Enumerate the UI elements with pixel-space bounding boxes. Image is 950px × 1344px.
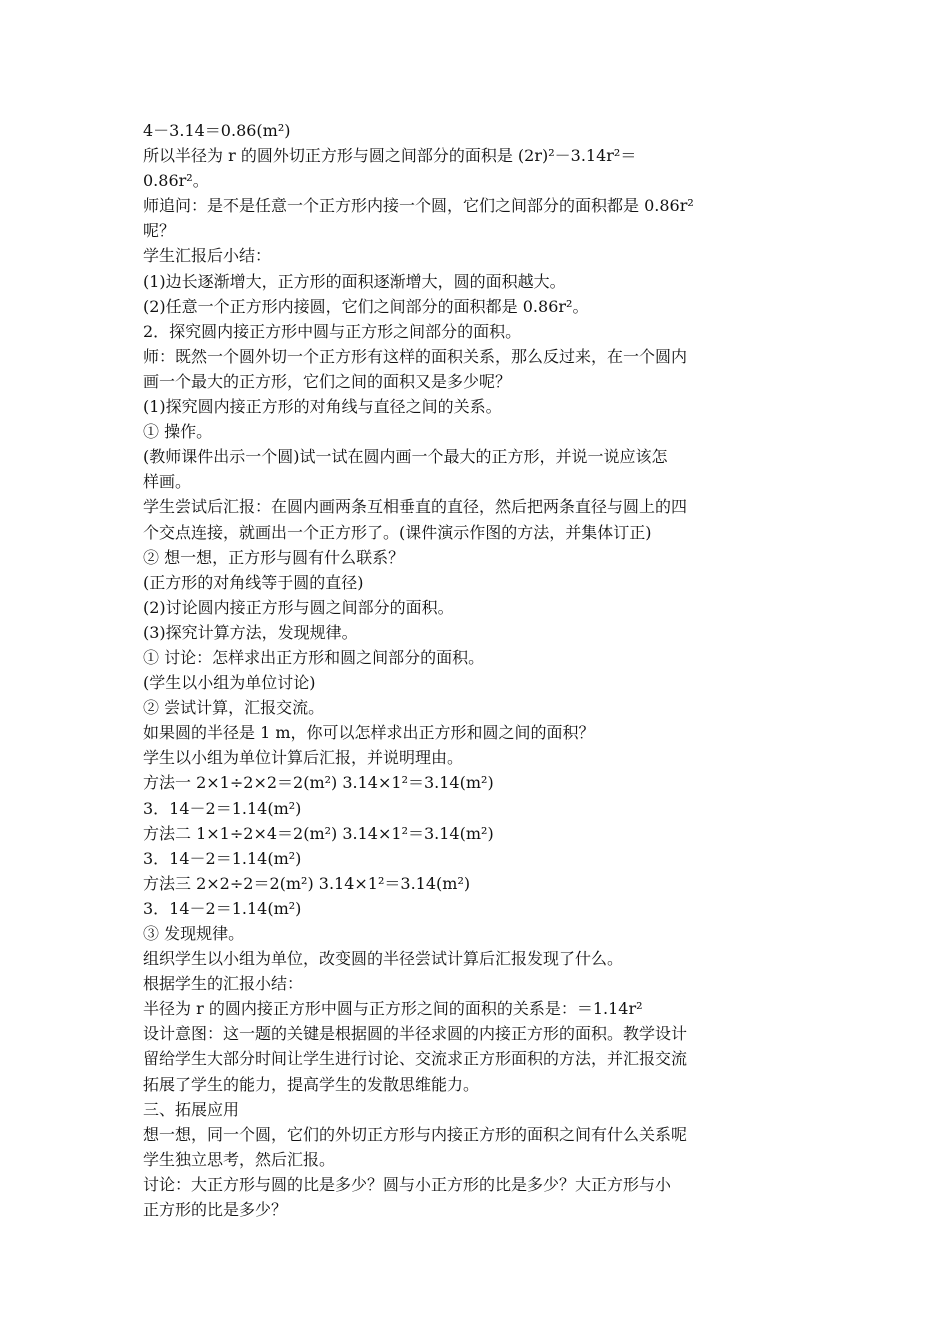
text-line: 方法一 2×1÷2×2＝2(m²) 3.14×1²＝3.14(m²) xyxy=(143,773,494,793)
text-line: 学生以小组为单位计算后汇报，并说明理由。 xyxy=(143,748,464,768)
text-line: 4－3.14＝0.86(m²) xyxy=(143,121,291,140)
text-line: (1)边长逐渐增大，正方形的面积逐渐增大，圆的面积越大。 xyxy=(143,271,566,291)
text-line: 3．14－2＝1.14(m²) xyxy=(143,798,302,818)
text-line: ① 操作。 xyxy=(143,422,213,442)
text-line: 设计意图：这一题的关键是根据圆的半径求圆的内接正方形的面积。教学设计 xyxy=(143,1024,688,1044)
text-line: 3．14－2＝1.14(m²) xyxy=(143,898,302,918)
text-line: 所以半径为 r 的圆外切正方形与圆之间部分的面积是 (2r)²－3.14r²＝ xyxy=(143,146,637,166)
text-line: 方法三 2×2÷2＝2(m²) 3.14×1²＝3.14(m²) xyxy=(143,873,471,893)
document-body xyxy=(143,118,823,1222)
text-line: 根据学生的汇报小结： xyxy=(143,974,304,994)
text-line: (2)讨论圆内接正方形与圆之间部分的面积。 xyxy=(143,597,454,617)
text-line: 画一个最大的正方形，它们之间的面积又是多少呢？ xyxy=(143,371,512,391)
text-line: 学生汇报后小结： xyxy=(143,246,272,266)
text-line: 学生尝试后汇报：在圆内画两条互相垂直的直径，然后把两条直径与圆上的四 xyxy=(143,497,688,517)
text-line: (3)探究计算方法，发现规律。 xyxy=(143,622,358,642)
text-line: 方法二 1×1÷2×4＝2(m²) 3.14×1²＝3.14(m²) xyxy=(143,823,494,843)
text-line: (教师课件出示一个圆)试一试在圆内画一个最大的正方形，并说一说应该怎 xyxy=(143,447,668,467)
text-line: ① 讨论：怎样求出正方形和圆之间部分的面积。 xyxy=(143,647,485,667)
text-line: ② 尝试计算，汇报交流。 xyxy=(143,698,325,718)
text-line: (1)探究圆内接正方形的对角线与直径之间的关系。 xyxy=(143,397,502,417)
text-line: 组织学生以小组为单位，改变圆的半径尝试计算后汇报发现了什么。 xyxy=(143,949,624,969)
text-line: 0.86r²。 xyxy=(143,171,209,191)
text-line: 想一想，同一个圆，它们的外切正方形与内接正方形的面积之间有什么关系呢 xyxy=(143,1124,688,1144)
text-line: 拓展了学生的能力，提高学生的发散思维能力。 xyxy=(143,1074,480,1094)
text-line: 讨论：大正方形与圆的比是多少？圆与小正方形的比是多少？大正方形与小 xyxy=(143,1174,672,1194)
text-line: 正方形的比是多少？ xyxy=(143,1200,288,1220)
text-line: ② 想一想，正方形与圆有什么联系？ xyxy=(143,547,405,567)
text-line: 学生独立思考，然后汇报。 xyxy=(143,1149,336,1169)
text-line: 半径为 r 的圆内接正方形中圆与正方形之间的面积的关系是：＝1.14r² xyxy=(143,999,643,1019)
text-line: ③ 发现规律。 xyxy=(143,924,245,943)
text-line: (学生以小组为单位讨论) xyxy=(143,673,316,693)
text-line: 样画。 xyxy=(143,472,192,492)
text-line: 个交点连接，就画出一个正方形了。(课件演示作图的方法，并集体订正) xyxy=(143,522,652,542)
text-line: 3．14－2＝1.14(m²) xyxy=(143,848,302,868)
text-line: 留给学生大部分时间让学生进行讨论、交流求正方形面积的方法，并汇报交流 xyxy=(143,1049,688,1069)
text-line: 如果圆的半径是 1 m，你可以怎样求出正方形和圆之间的面积？ xyxy=(143,723,595,743)
text-line: (正方形的对角线等于圆的直径) xyxy=(143,572,364,592)
text-line: (2)任意一个正方形内接圆，它们之间部分的面积都是 0.86r²。 xyxy=(143,296,589,316)
text-line: 师追问：是不是任意一个正方形内接一个圆，它们之间部分的面积都是 0.86r² xyxy=(143,196,694,216)
text-line: 2．探究圆内接正方形中圆与正方形之间部分的面积。 xyxy=(143,321,522,341)
text-line: 三、拓展应用 xyxy=(143,1099,240,1119)
text-line: 师：既然一个圆外切一个正方形有这样的面积关系，那么反过来，在一个圆内 xyxy=(143,346,688,366)
text-line: 呢？ xyxy=(143,221,176,241)
